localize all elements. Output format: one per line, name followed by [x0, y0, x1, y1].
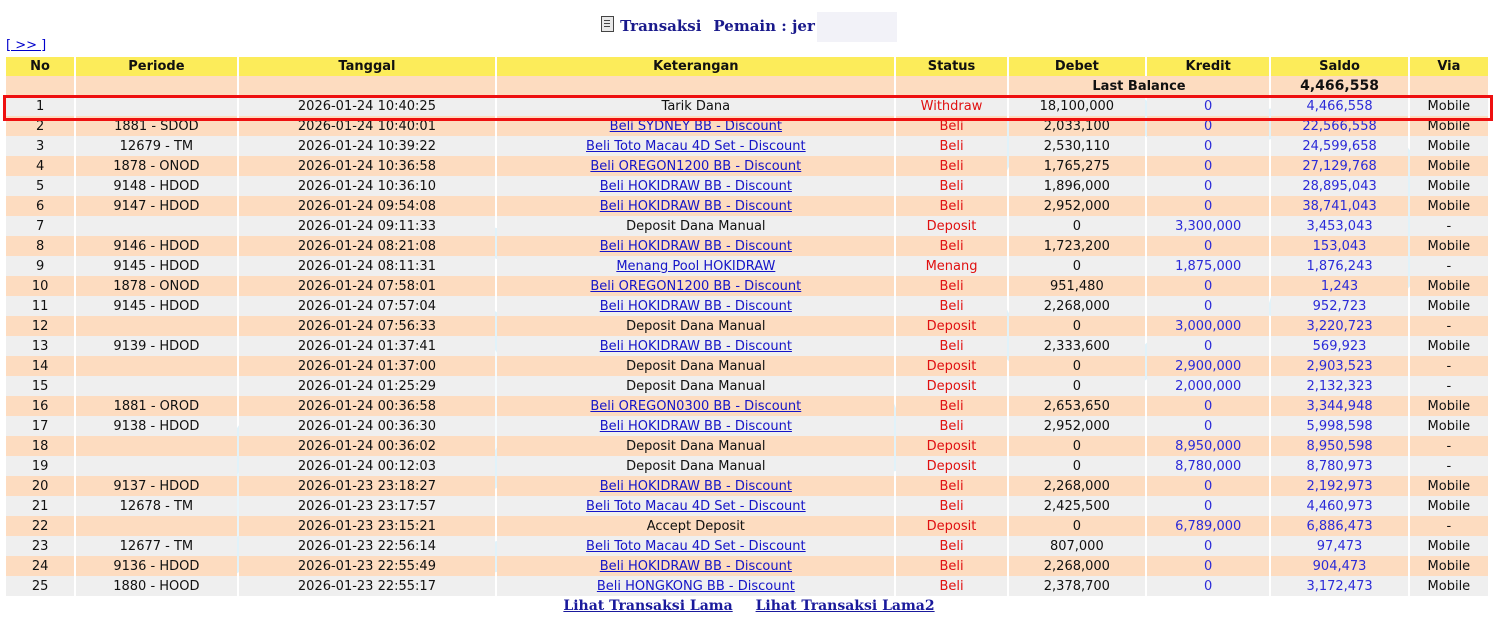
cell-kredit: 0	[1147, 556, 1269, 576]
transaction-detail-link[interactable]: Menang Pool HOKIDRAW	[616, 258, 776, 274]
cell-status: Beli	[896, 336, 1006, 356]
cell-no: 13	[6, 336, 74, 356]
cell-keterangan	[497, 136, 894, 156]
table-row	[6, 376, 1488, 396]
cell-periode	[76, 356, 236, 376]
last-balance-value: 4,466,558	[1271, 76, 1407, 96]
cell-via: -	[1410, 436, 1488, 456]
table-row	[6, 456, 1488, 476]
cell-via: -	[1410, 376, 1488, 396]
cell-tanggal: 2026-01-24 07:58:01	[239, 276, 496, 296]
cell-saldo: 8,950,598	[1271, 436, 1407, 456]
cell-status: Beli	[896, 296, 1006, 316]
table-row	[6, 396, 1488, 416]
table-row	[6, 536, 1488, 556]
col-header-no[interactable]: No	[6, 57, 74, 76]
cell-periode: 1880 - HOOD	[76, 576, 236, 596]
cell-kredit: 6,789,000	[1147, 516, 1269, 536]
cell-status: Beli	[896, 556, 1006, 576]
cell-status: Beli	[896, 196, 1006, 216]
cell-via: -	[1410, 256, 1488, 276]
cell-no: 11	[6, 296, 74, 316]
cell-via: Mobile	[1410, 176, 1488, 196]
cell-no: 22	[6, 516, 74, 536]
cell-saldo: 2,903,523	[1271, 356, 1407, 376]
page-header	[0, 12, 1498, 42]
cell-debet: 2,268,000	[1009, 476, 1145, 496]
transaction-detail-link[interactable]: Beli HOKIDRAW BB - Discount	[599, 478, 792, 494]
cell-via: Mobile	[1410, 556, 1488, 576]
cell-tanggal: 2026-01-24 00:36:02	[239, 436, 496, 456]
transaction-detail-link[interactable]: Beli HOKIDRAW BB - Discount	[599, 338, 792, 354]
cell-saldo: 1,876,243	[1271, 256, 1407, 276]
cell-periode: 9147 - HDOD	[76, 196, 236, 216]
cell-no: 14	[6, 356, 74, 376]
cell-no: 2	[6, 116, 74, 136]
transaction-detail-link[interactable]: Beli HOKIDRAW BB - Discount	[599, 198, 792, 214]
cell-debet: 951,480	[1009, 276, 1145, 296]
cell-periode: 9145 - HDOD	[76, 256, 236, 276]
cell-status: Menang	[896, 256, 1006, 276]
cell-kredit: 0	[1147, 336, 1269, 356]
last-balance-row	[6, 76, 1488, 96]
transaction-detail-link[interactable]: Beli SYDNEY BB - Discount	[609, 118, 783, 134]
cell-kredit: 8,950,000	[1147, 436, 1269, 456]
cell-keterangan: Deposit Dana Manual	[497, 316, 894, 336]
cell-status: Deposit	[896, 456, 1006, 476]
cell-via: Mobile	[1410, 116, 1488, 136]
cell-kredit: 8,780,000	[1147, 456, 1269, 476]
cell-tanggal: 2026-01-24 07:57:04	[239, 296, 496, 316]
cell-keterangan: Tarik Dana	[497, 96, 894, 116]
cell-periode	[76, 216, 236, 236]
table-row	[6, 336, 1488, 356]
cell-tanggal: 2026-01-24 09:11:33	[239, 216, 496, 236]
cell-status: Beli	[896, 136, 1006, 156]
table-row	[6, 196, 1488, 216]
table-row	[6, 576, 1488, 596]
cell-no: 12	[6, 316, 74, 336]
cell-via: Mobile	[1410, 496, 1488, 516]
cell-saldo: 8,780,973	[1271, 456, 1407, 476]
cell-saldo: 22,566,558	[1271, 116, 1407, 136]
transaction-detail-link[interactable]: Beli OREGON1200 BB - Discount	[590, 158, 802, 174]
cell-saldo: 27,129,768	[1271, 156, 1407, 176]
cell-kredit: 0	[1147, 276, 1269, 296]
cell-periode: 9136 - HDOD	[76, 556, 236, 576]
cell-tanggal: 2026-01-24 10:40:01	[239, 116, 496, 136]
cell-status: Beli	[896, 396, 1006, 416]
cell-debet: 0	[1009, 216, 1145, 236]
cell-debet: 2,952,000	[1009, 416, 1145, 436]
cell-saldo: 4,466,558	[1271, 96, 1407, 116]
cell-tanggal: 2026-01-24 00:36:58	[239, 396, 496, 416]
col-header-kredit[interactable]: Kredit	[1147, 57, 1269, 76]
cell-status: Beli	[896, 276, 1006, 296]
cell-debet: 2,268,000	[1009, 296, 1145, 316]
table-row	[6, 96, 1488, 116]
table-row	[6, 416, 1488, 436]
cell-via: -	[1410, 356, 1488, 376]
cell-debet: 2,268,000	[1009, 556, 1145, 576]
cell-tanggal: 2026-01-24 07:56:33	[239, 316, 496, 336]
cell-kredit: 0	[1147, 176, 1269, 196]
cell-kredit: 0	[1147, 156, 1269, 176]
transaction-detail-link[interactable]: Beli OREGON1200 BB - Discount	[590, 278, 802, 294]
cell-no: 18	[6, 436, 74, 456]
cell-no: 17	[6, 416, 74, 436]
cell-saldo: 1,243	[1271, 276, 1407, 296]
page-title: Transaksi	[620, 17, 702, 35]
cell-status: Beli	[896, 536, 1006, 556]
cell-via: Mobile	[1410, 236, 1488, 256]
cell-keterangan	[497, 116, 894, 136]
cell-debet: 1,896,000	[1009, 176, 1145, 196]
cell-debet: 1,765,275	[1009, 156, 1145, 176]
cell-kredit: 3,000,000	[1147, 316, 1269, 336]
cell-keterangan: Deposit Dana Manual	[497, 356, 894, 376]
cell-keterangan	[497, 276, 894, 296]
cell-status: Beli	[896, 476, 1006, 496]
cell-via: Mobile	[1410, 276, 1488, 296]
cell-tanggal: 2026-01-23 23:17:57	[239, 496, 496, 516]
table-header-row	[6, 57, 1488, 76]
col-header-debet[interactable]: Debet	[1009, 57, 1145, 76]
cell-via: Mobile	[1410, 576, 1488, 596]
cell-saldo: 3,453,043	[1271, 216, 1407, 236]
cell-debet: 0	[1009, 256, 1145, 276]
cell-no: 19	[6, 456, 74, 476]
cell-status: Deposit	[896, 516, 1006, 536]
cell-kredit: 0	[1147, 236, 1269, 256]
cell-status: Deposit	[896, 216, 1006, 236]
cell-kredit: 0	[1147, 576, 1269, 596]
cell-debet: 2,333,600	[1009, 336, 1145, 356]
cell-saldo: 153,043	[1271, 236, 1407, 256]
cell-tanggal: 2026-01-24 10:36:58	[239, 156, 496, 176]
cell-via: Mobile	[1410, 416, 1488, 436]
cell-saldo: 38,741,043	[1271, 196, 1407, 216]
cell-no: 5	[6, 176, 74, 196]
cell-status: Deposit	[896, 316, 1006, 336]
cell-periode	[76, 456, 236, 476]
footer-links	[0, 598, 1498, 614]
cell-no: 24	[6, 556, 74, 576]
cell-periode	[76, 516, 236, 536]
cell-debet: 2,378,700	[1009, 576, 1145, 596]
cell-saldo: 904,473	[1271, 556, 1407, 576]
cell-no: 7	[6, 216, 74, 236]
cell-keterangan	[497, 196, 894, 216]
cell-debet: 18,100,000	[1009, 96, 1145, 116]
cell-tanggal: 2026-01-24 01:25:29	[239, 376, 496, 396]
cell-status: Beli	[896, 576, 1006, 596]
cell-saldo: 569,923	[1271, 336, 1407, 356]
cell-debet: 0	[1009, 376, 1145, 396]
cell-keterangan	[497, 476, 894, 496]
cell-debet: 2,425,500	[1009, 496, 1145, 516]
transaction-detail-link[interactable]: Beli Toto Macau 4D Set - Discount	[586, 138, 806, 154]
cell-keterangan	[497, 256, 894, 276]
cell-status: Beli	[896, 496, 1006, 516]
cell-tanggal: 2026-01-24 10:39:22	[239, 136, 496, 156]
cell-tanggal: 2026-01-24 00:12:03	[239, 456, 496, 476]
cell-debet: 0	[1009, 356, 1145, 376]
table-row	[6, 116, 1488, 136]
transaction-detail-link[interactable]: Beli Toto Macau 4D Set - Discount	[586, 498, 806, 514]
cell-keterangan	[497, 536, 894, 556]
cell-status: Deposit	[896, 376, 1006, 396]
cell-no: 16	[6, 396, 74, 416]
cell-saldo: 2,132,323	[1271, 376, 1407, 396]
cell-kredit: 0	[1147, 296, 1269, 316]
cell-status: Deposit	[896, 436, 1006, 456]
cell-debet: 2,033,100	[1009, 116, 1145, 136]
cell-via: Mobile	[1410, 156, 1488, 176]
col-header-via[interactable]: Via	[1410, 57, 1488, 76]
transaction-detail-link[interactable]: Beli Toto Macau 4D Set - Discount	[586, 538, 806, 554]
cell-status: Deposit	[896, 356, 1006, 376]
cell-kredit: 0	[1147, 536, 1269, 556]
cell-no: 4	[6, 156, 74, 176]
transaction-detail-link[interactable]: Beli HOKIDRAW BB - Discount	[599, 558, 792, 574]
transaction-detail-link[interactable]: Beli HOKIDRAW BB - Discount	[599, 418, 792, 434]
player-label: Pemain : jer	[713, 17, 815, 35]
cell-keterangan: Accept Deposit	[497, 516, 894, 536]
cell-via: Mobile	[1410, 536, 1488, 556]
cell-periode: 12679 - TM	[76, 136, 236, 156]
table-row	[6, 256, 1488, 276]
cell-debet: 0	[1009, 436, 1145, 456]
cell-periode: 1878 - ONOD	[76, 276, 236, 296]
cell-periode: 1881 - OROD	[76, 396, 236, 416]
cell-keterangan	[497, 556, 894, 576]
cell-tanggal: 2026-01-23 23:18:27	[239, 476, 496, 496]
col-header-status[interactable]: Status	[896, 57, 1006, 76]
cell-via: Mobile	[1410, 96, 1488, 116]
cell-periode: 12677 - TM	[76, 536, 236, 556]
cell-saldo: 4,460,973	[1271, 496, 1407, 516]
cell-keterangan: Deposit Dana Manual	[497, 216, 894, 236]
cell-no: 6	[6, 196, 74, 216]
cell-status: Beli	[896, 416, 1006, 436]
cell-periode	[76, 316, 236, 336]
cell-debet: 1,723,200	[1009, 236, 1145, 256]
cell-tanggal: 2026-01-24 10:40:25	[239, 96, 496, 116]
cell-via: -	[1410, 316, 1488, 336]
table-row	[6, 296, 1488, 316]
cell-periode: 9138 - HDOD	[76, 416, 236, 436]
cell-saldo: 24,599,658	[1271, 136, 1407, 156]
transaction-detail-link[interactable]: Beli HOKIDRAW BB - Discount	[599, 178, 792, 194]
cell-status: Beli	[896, 236, 1006, 256]
cell-kredit: 0	[1147, 496, 1269, 516]
cell-periode: 9139 - HDOD	[76, 336, 236, 356]
cell-no: 21	[6, 496, 74, 516]
cell-via: -	[1410, 516, 1488, 536]
cell-kredit: 0	[1147, 136, 1269, 156]
cell-debet: 2,952,000	[1009, 196, 1145, 216]
cell-tanggal: 2026-01-23 22:55:17	[239, 576, 496, 596]
old-transactions-link-2[interactable]: Lihat Transaksi Lama2	[755, 598, 935, 614]
cell-kredit: 3,300,000	[1147, 216, 1269, 236]
cell-tanggal: 2026-01-24 10:36:10	[239, 176, 496, 196]
cell-saldo: 3,220,723	[1271, 316, 1407, 336]
cell-periode	[76, 436, 236, 456]
transaction-detail-link[interactable]: Beli HONGKONG BB - Discount	[596, 578, 795, 594]
cell-tanggal: 2026-01-23 23:15:21	[239, 516, 496, 536]
cell-kredit: 2,900,000	[1147, 356, 1269, 376]
cell-via: -	[1410, 216, 1488, 236]
cell-via: Mobile	[1410, 196, 1488, 216]
cell-keterangan	[497, 576, 894, 596]
cell-periode: 12678 - TM	[76, 496, 236, 516]
redacted-player-name	[817, 12, 897, 42]
cell-no: 25	[6, 576, 74, 596]
cell-keterangan	[497, 296, 894, 316]
cell-no: 20	[6, 476, 74, 496]
cell-via: -	[1410, 456, 1488, 476]
cell-kredit: 0	[1147, 196, 1269, 216]
cell-no: 3	[6, 136, 74, 156]
table-row	[6, 516, 1488, 536]
cell-no: 8	[6, 236, 74, 256]
cell-via: Mobile	[1410, 396, 1488, 416]
cell-periode: 1878 - ONOD	[76, 156, 236, 176]
cell-kredit: 2,000,000	[1147, 376, 1269, 396]
cell-via: Mobile	[1410, 476, 1488, 496]
cell-kredit: 1,875,000	[1147, 256, 1269, 276]
transaction-table	[4, 57, 1490, 596]
cell-no: 1	[6, 96, 74, 116]
cell-tanggal: 2026-01-24 01:37:41	[239, 336, 496, 356]
cell-kredit: 0	[1147, 416, 1269, 436]
cell-keterangan	[497, 396, 894, 416]
cell-keterangan: Deposit Dana Manual	[497, 456, 894, 476]
table-row	[6, 276, 1488, 296]
cell-debet: 0	[1009, 316, 1145, 336]
cell-debet: 0	[1009, 456, 1145, 476]
cell-no: 15	[6, 376, 74, 396]
cell-saldo: 952,723	[1271, 296, 1407, 316]
cell-periode: 1881 - SDOD	[76, 116, 236, 136]
cell-periode: 9148 - HDOD	[76, 176, 236, 196]
cell-no: 23	[6, 536, 74, 556]
cell-saldo: 6,886,473	[1271, 516, 1407, 536]
cell-saldo: 3,344,948	[1271, 396, 1407, 416]
table-row	[6, 136, 1488, 156]
cell-status: Beli	[896, 156, 1006, 176]
cell-saldo: 97,473	[1271, 536, 1407, 556]
last-balance-label: Last Balance	[1009, 76, 1270, 96]
cell-tanggal: 2026-01-24 09:54:08	[239, 196, 496, 216]
transaction-detail-link[interactable]: Beli HOKIDRAW BB - Discount	[599, 238, 792, 254]
old-transactions-link[interactable]: Lihat Transaksi Lama	[563, 598, 733, 614]
cell-keterangan	[497, 416, 894, 436]
cell-status: Withdraw	[896, 96, 1006, 116]
cell-periode	[76, 376, 236, 396]
cell-debet: 0	[1009, 516, 1145, 536]
cell-status: Beli	[896, 176, 1006, 196]
cell-keterangan	[497, 176, 894, 196]
cell-saldo: 3,172,473	[1271, 576, 1407, 596]
cell-via: Mobile	[1410, 136, 1488, 156]
cell-tanggal: 2026-01-24 01:37:00	[239, 356, 496, 376]
table-row	[6, 176, 1488, 196]
cell-periode: 9137 - HDOD	[76, 476, 236, 496]
cell-tanggal: 2026-01-23 22:56:14	[239, 536, 496, 556]
table-row	[6, 556, 1488, 576]
cell-saldo: 2,192,973	[1271, 476, 1407, 496]
cell-keterangan	[497, 156, 894, 176]
table-row	[6, 316, 1488, 336]
cell-via: Mobile	[1410, 336, 1488, 356]
cell-periode	[76, 96, 236, 116]
col-header-keterangan[interactable]: Keterangan	[497, 57, 894, 76]
cell-debet: 2,530,110	[1009, 136, 1145, 156]
cell-periode: 9145 - HDOD	[76, 296, 236, 316]
cell-debet: 807,000	[1009, 536, 1145, 556]
table-row	[6, 236, 1488, 256]
document-icon	[601, 16, 614, 32]
cell-tanggal: 2026-01-23 22:55:49	[239, 556, 496, 576]
cell-saldo: 5,998,598	[1271, 416, 1407, 436]
cell-saldo: 28,895,043	[1271, 176, 1407, 196]
table-row	[6, 496, 1488, 516]
table-row	[6, 476, 1488, 496]
next-page-link[interactable]: [ >> ]	[6, 38, 47, 53]
cell-keterangan	[497, 496, 894, 516]
cell-tanggal: 2026-01-24 08:11:31	[239, 256, 496, 276]
cell-keterangan: Deposit Dana Manual	[497, 436, 894, 456]
table-row	[6, 436, 1488, 456]
cell-via: Mobile	[1410, 296, 1488, 316]
cell-tanggal: 2026-01-24 08:21:08	[239, 236, 496, 256]
cell-keterangan	[497, 236, 894, 256]
col-header-tanggal[interactable]: Tanggal	[239, 57, 496, 76]
cell-tanggal: 2026-01-24 00:36:30	[239, 416, 496, 436]
col-header-saldo[interactable]: Saldo	[1271, 57, 1407, 76]
cell-keterangan	[497, 336, 894, 356]
cell-no: 10	[6, 276, 74, 296]
cell-kredit: 0	[1147, 476, 1269, 496]
table-row	[6, 356, 1488, 376]
cell-kredit: 0	[1147, 96, 1269, 116]
cell-no: 9	[6, 256, 74, 276]
cell-debet: 2,653,650	[1009, 396, 1145, 416]
cell-kredit: 0	[1147, 116, 1269, 136]
table-row	[6, 156, 1488, 176]
col-header-periode[interactable]: Periode	[76, 57, 236, 76]
transaction-detail-link[interactable]: Beli OREGON0300 BB - Discount	[590, 398, 802, 414]
table-row	[6, 216, 1488, 236]
cell-status: Beli	[896, 116, 1006, 136]
cell-periode: 9146 - HDOD	[76, 236, 236, 256]
cell-keterangan: Deposit Dana Manual	[497, 376, 894, 396]
transaction-detail-link[interactable]: Beli HOKIDRAW BB - Discount	[599, 298, 792, 314]
cell-kredit: 0	[1147, 396, 1269, 416]
